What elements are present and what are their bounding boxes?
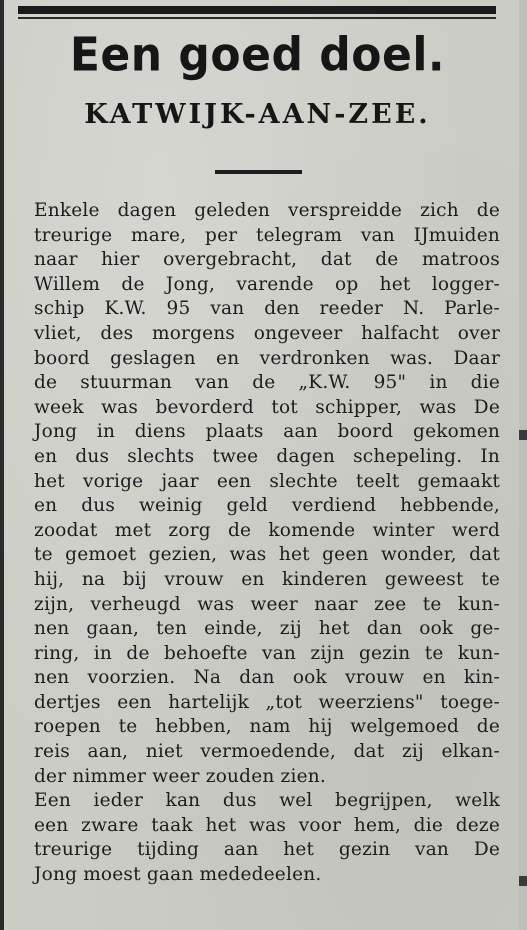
text-line: boord geslagen en verdronken was. Daar	[34, 347, 500, 369]
text-line: treurige mare, per telegram van IJmuiden	[34, 224, 500, 246]
right-edge-mark	[519, 876, 527, 886]
text-line: naar hier overgebracht, dat de matroos	[34, 249, 500, 271]
text-line: reis aan, niet vermoedende, dat zij elkan-	[34, 741, 500, 763]
text-line: en dus slechts twee dagen schepeling. In	[34, 445, 500, 467]
right-border	[519, 0, 527, 930]
text-line: te gemoet gezien, was het geen wonder, dat	[34, 544, 500, 566]
text-line: treurige tijding aan het gezin van De	[34, 839, 500, 861]
article-body	[34, 199, 500, 888]
top-rule-thick	[18, 6, 496, 14]
text-line: vliet, des morgens ongeveer halfacht over	[34, 322, 500, 344]
text-line: zijn, verheugd was weer naar zee te kun-	[34, 593, 500, 615]
text-line: nen gaan, ten einde, zij het dan ook ge-	[34, 618, 500, 640]
top-rule-thin	[18, 17, 496, 19]
text-line: Een ieder kan dus wel begrijpen, welk	[34, 790, 500, 812]
text-line: roepen te hebben, nam hij welgemoed de	[34, 716, 500, 738]
text-line: der nimmer weer zouden zien.	[34, 765, 326, 787]
text-line: Jong in diens plaats aan boord gekomen	[34, 421, 500, 443]
text-line: het vorige jaar een slechte teelt gemaakt	[34, 470, 500, 492]
section-divider	[215, 170, 302, 174]
paragraph	[34, 789, 500, 887]
left-border	[0, 0, 4, 930]
text-line: nen voorzien. Na dan ook vrouw en kin-	[34, 667, 500, 689]
text-line: zoodat met zorg de komende winter werd	[34, 519, 500, 541]
text-line: Enkele dagen geleden verspreidde zich de	[34, 200, 500, 221]
text-line: de stuurman van de „K.W. 95" in die	[34, 372, 500, 394]
paragraph	[34, 199, 500, 789]
right-edge-mark	[519, 430, 527, 440]
text-line: dertjes een hartelijk „tot weerziens" toege-	[34, 691, 500, 713]
text-line: hij, na bij vrouw en kinderen geweest te	[34, 568, 500, 590]
text-line: schip K.W. 95 van den reeder N. Parle-	[34, 298, 500, 320]
text-line: Willem de Jong, varende op het logger-	[34, 273, 500, 295]
subheadline: KATWIJK-AAN-ZEE.	[84, 99, 431, 130]
headline: Een goed doel.	[69, 28, 446, 83]
text-line: week was bevorderd tot schipper, was De	[34, 396, 500, 418]
text-line: Jong moest gaan mededeelen.	[34, 864, 322, 886]
text-line: een zware taak het was voor hem, die deze	[34, 814, 500, 836]
text-line: en dus weinig geld verdiend hebbende,	[34, 495, 500, 517]
text-line: ring, in de behoefte van zijn gezin te kun-	[34, 642, 500, 664]
